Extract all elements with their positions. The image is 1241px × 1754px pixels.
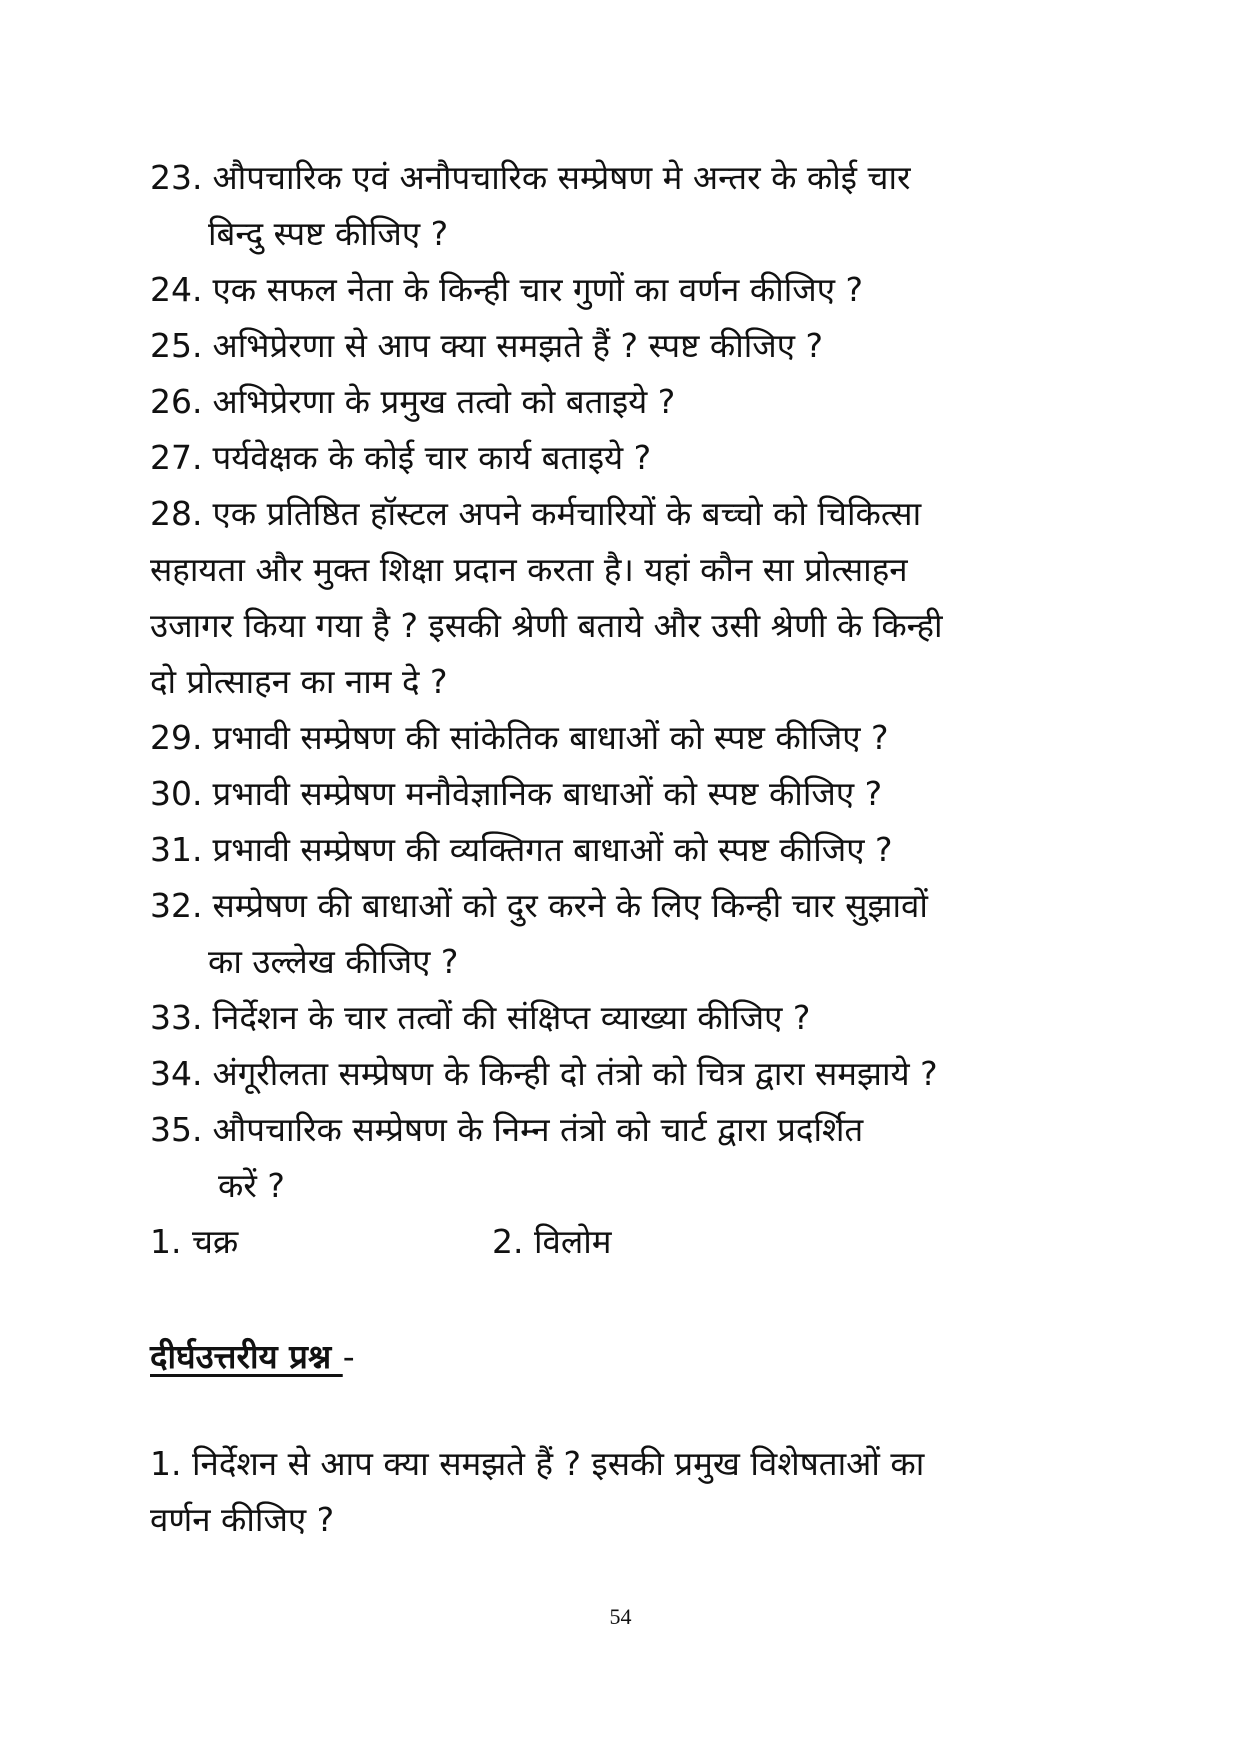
long-answer-heading: [150, 1337, 355, 1377]
question-number: 33.: [150, 998, 203, 1037]
question-number: 31.: [150, 830, 203, 869]
question-text: प्रभावी सम्प्रेषण की व्यक्तिगत बाधाओं को स्पष्ट कीजिए ?: [212, 830, 893, 869]
question-24: [150, 270, 1090, 310]
long-question-1-line-2: वर्णन कीजिए ?: [150, 1500, 335, 1539]
question-text: पर्यवेक्षक के कोई चार कार्य बताइये ?: [212, 438, 652, 477]
question-26: [150, 382, 1090, 422]
question-34: [150, 1054, 1090, 1094]
question-28-line-2: सहायता और मुक्त शिक्षा प्रदान करता है। यहां कौन सा प्रोत्साहन: [150, 550, 908, 589]
long-question-1-line-1: 1. निर्देशन से आप क्या समझते हैं ? इसकी प्रमुख विशेषताओं का: [150, 1444, 925, 1483]
question-text: अभिप्रेरणा से आप क्या समझते हैं ? स्पष्ट कीजिए ?: [212, 326, 824, 365]
question-text: अभिप्रेरणा के प्रमुख तत्वो को बताइये ?: [212, 382, 676, 421]
question-29: [150, 718, 1090, 758]
question-33: [150, 998, 1090, 1038]
question-text: औपचारिक सम्प्रेषण के निम्न तंत्रो को चार्ट द्वारा प्रदर्शित: [212, 1110, 864, 1149]
heading-dash: -: [342, 1337, 355, 1376]
option-2: 2. विलोम: [492, 1222, 612, 1261]
question-30: [150, 774, 1090, 814]
question-number: 26.: [150, 382, 203, 421]
heading-text: दीर्घउत्तरीय प्रश्न: [150, 1337, 343, 1376]
question-23-line-1: [150, 158, 1090, 198]
question-text: एक सफल नेता के किन्ही चार गुणों का वर्णन कीजिए ?: [212, 270, 864, 309]
question-text: प्रभावी सम्प्रेषण की सांकेतिक बाधाओं को स्पष्ट कीजिए ?: [212, 718, 889, 757]
question-number: 30.: [150, 774, 203, 813]
question-number: 29.: [150, 718, 203, 757]
question-number: 32.: [150, 886, 203, 925]
question-28-line-1: [150, 494, 1090, 534]
question-35-line-2: करें ?: [218, 1166, 285, 1205]
question-number: 25.: [150, 326, 203, 365]
question-32-line-1: [150, 886, 1090, 926]
question-text: सम्प्रेषण की बाधाओं को दुर करने के लिए किन्ही चार सुझावों: [212, 886, 928, 925]
question-28-line-4: दो प्रोत्साहन का नाम दे ?: [150, 662, 448, 701]
question-text: प्रभावी सम्प्रेषण मनौवेज्ञानिक बाधाओं को स्पष्ट कीजिए ?: [212, 774, 883, 813]
question-31: [150, 830, 1090, 870]
question-35-line-1: [150, 1110, 1090, 1150]
page-number: 54: [609, 1604, 632, 1629]
question-number: 23.: [150, 158, 203, 197]
question-number: 27.: [150, 438, 203, 477]
question-number: 28.: [150, 494, 203, 533]
question-text: औपचारिक एवं अनौपचारिक सम्प्रेषण मे अन्तर के कोई चार: [212, 158, 911, 197]
question-23-line-2: बिन्दु स्पष्ट कीजिए ?: [208, 214, 449, 253]
question-25: [150, 326, 1090, 366]
question-27: [150, 438, 1090, 478]
question-28-line-3: उजागर किया गया है ? इसकी श्रेणी बताये और उसी श्रेणी के किन्ही: [150, 606, 943, 645]
question-text: निर्देशन के चार तत्वों की संक्षिप्त व्याख्या कीजिए ?: [212, 998, 811, 1037]
question-number: 34.: [150, 1054, 203, 1093]
question-32-line-2: का उल्लेख कीजिए ?: [208, 942, 459, 981]
question-number: 24.: [150, 270, 203, 309]
question-text: अंगूरीलता सम्प्रेषण के किन्ही दो तंत्रो को चित्र द्वारा समझाये ?: [212, 1054, 938, 1093]
question-text: एक प्रतिष्ठित हॉस्टल अपने कर्मचारियों के बच्चो को चिकित्सा: [212, 494, 922, 533]
option-1: 1. चक्र: [150, 1222, 239, 1261]
question-number: 35.: [150, 1110, 203, 1149]
